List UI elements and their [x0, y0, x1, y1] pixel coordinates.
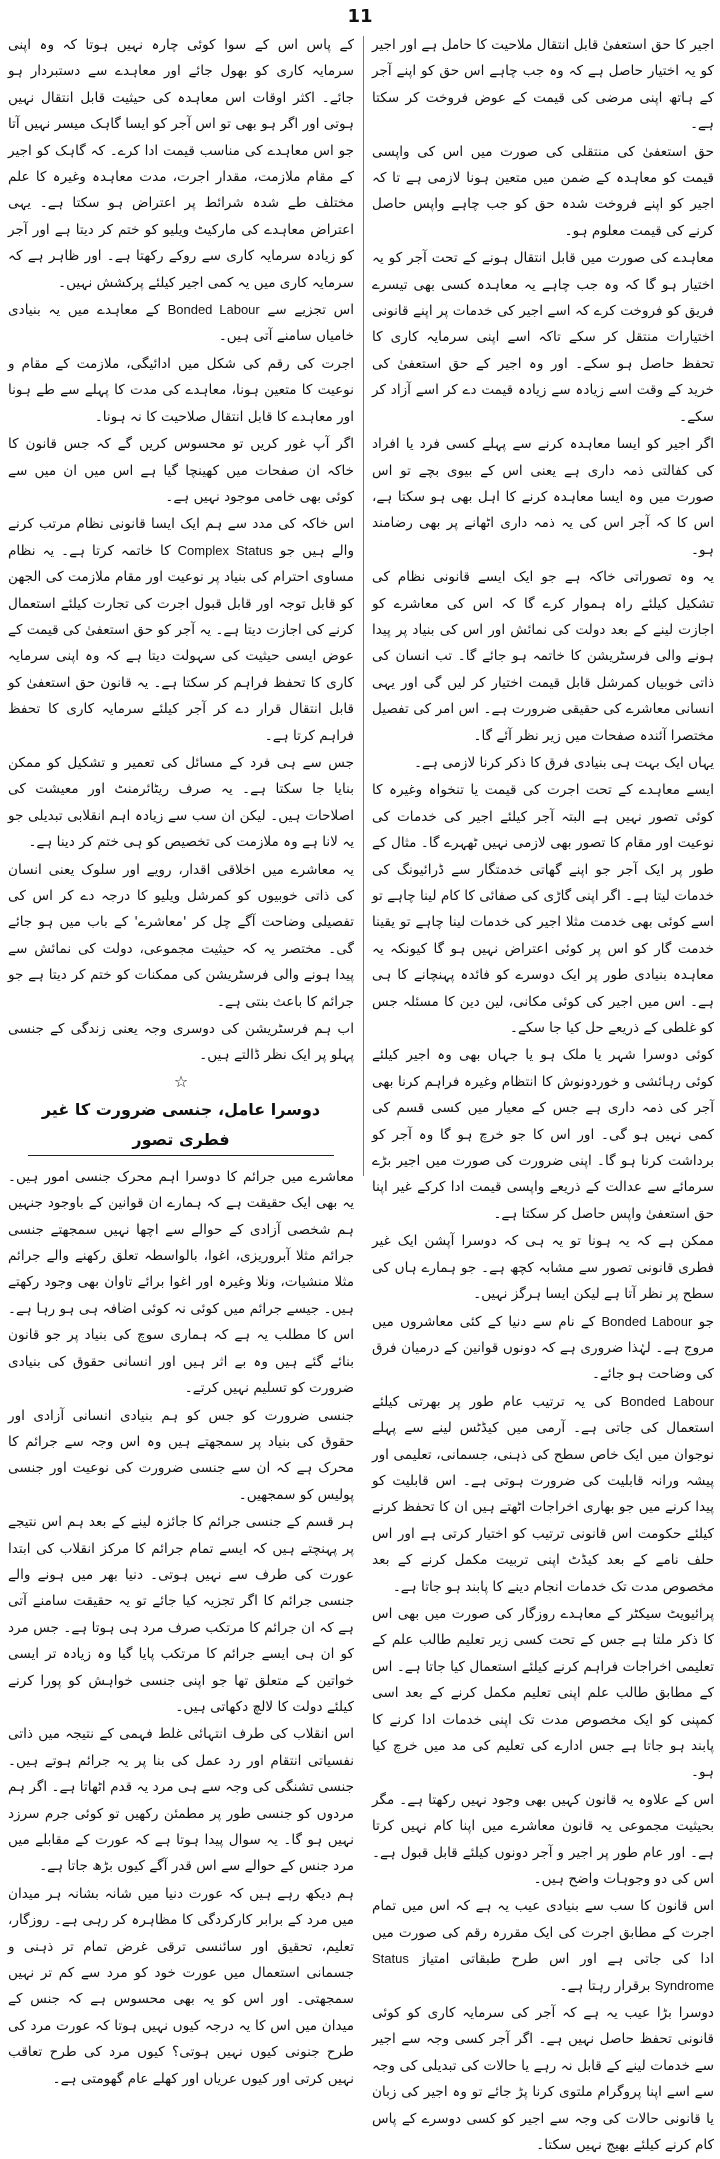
paragraph: یہ وہ تصوراتی خاکہ ہے جو ایک ایسے قانونی نظام کی تشکیل کیلئے راہ ہموار کرے گا کہ اس کی معاشرے کو اجازت لینے کے بعد دولت کی نمائش اور اس کی بنیاد پر پیدا ہونے والی فرسٹریشن کا خاتمہ ہو جائے گا۔ تب انسان کی ذاتی خوبیاں کمرشل قابل قیمت اختیار کر لیں گی اور یہی انسانی معاشرے کی حقیقی ضرورت ہے۔ اس امر کی تفصیل مختصرا آئندہ صفحات میں زیر نظر آئے گا۔	[372, 569, 714, 744]
paragraph-text: جو	[698, 1313, 715, 1330]
paragraph-text: کے معاہدے میں یہ بنیادی خامیاں سامنے آتی ہیں۔	[8, 302, 354, 345]
paragraph: ہر قسم کے جنسی جرائم کا جائزہ لینے کے بعد ہم اس نتیجے پر پہنچتے ہیں کہ ایسے تمام جرائم کا مرکز انقلاب کی ابتدا عورت کی طرف سے نہیں ہوتی۔ دنیا بھر میں ہونے والے جنسی جرائم کا اگر تجزیہ کیا جائے تو یہ حقیقت سامنے آتی ہے کہ ان جرائم کا مرتکب صرف مرد ہی ہوتا ہے۔ جس مرد کو ان ہی ایسے جرائم کا مرتکب پایا گیا وہ زیادہ تر ایسی خواتین کے متعلق تھا جو اپنی جنسی خواہش کو پورا کرنے کیلئے دولت کا لالچ دکھاتی ہیں۔	[8, 1514, 354, 1715]
paragraph: معاہدے کی صورت میں قابل انتقال ہونے کے تحت آجر کو یہ اختیار ہو گا کہ وہ جب چاہے یہ معاہدہ کسی بھی تیسرے فریق کو فروخت کرے کہ اسے اجیر کی خدمات پر اپنے قانونی اختیارات منتقل کر سکے تاکہ اسے اپنی سرمایہ کاری کا تحفظ حاصل ہو سکے۔ اور وہ اجیر کے حق استعفیٰ کی خرید کے وقت اسے زیادہ سے زیادہ قیمت دے کر اسے آزاد کر سکے۔	[372, 250, 714, 425]
paragraph-text: اس قانون کا سب سے بنیادی عیب یہ ہے کہ اس میں تمام اجرت کے مطابق اجرت کی ایک مقررہ رقم کی صورت میں ادا کی جاتی ہے اور اس طرح طبقاتی امتیاز	[372, 1898, 714, 1968]
paragraph: کے پاس اس کے سوا کوئی چارہ نہیں ہوتا کہ وہ اپنی سرمایہ کاری کو بھول جائے اور معاہدے سے دستبردار ہو جائے۔ اکثر اوقات اس معاہدہ کی حیثیت قابل انتقال نہیں ہوتی اور اگر ہو بھی تو اس آجر کو ایسا گاہک میسر نہیں آتا جو اس معاہدے کی مناسب قیمت ادا کرے۔ کہ گاہک کو اجیر کے مقام ملازمت، مقدار اجرت، مدت معاہدہ وغیرہ کا علم مختلف طے شدہ شرائط پر اعتراض ہو سکتا ہے۔ یہی اعتراض معاہدے کی مارکیٹ ویلیو کو ختم کر دیتا ہے اور آجر کو زیادہ سرمایہ کاری سے روکے رکھتا ہے۔ اور ظاہر ہے کہ سرمایہ کاری میں یہ کمی اجیر کیلئے پرکشش نہیں۔	[8, 37, 354, 291]
paragraph: پرائیویٹ سیکٹر کے معاہدے روزگار کی صورت میں بھی اس کا ذکر ملتا ہے جس کے تحت کسی زیر تعلیم طالب علم کے تعلیمی اخراجات فراہم کرنے کیلئے استعمال کیا جاتا ہے۔ اس کے مطابق طالب علم اپنی تعلیم مکمل کرنے کے بعد اسی کمپنی کو ایک مخصوص مدت تک اپنی خدمات ادا کرنے کا پابند ہو جاتا ہے جس ادارے کی تعلیم کی مد میں خرچ کیا ہو۔	[372, 1605, 714, 1781]
paragraph-text: کا خاتمہ کرتا ہے۔ یہ نظام مساوی احترام کی بنیاد پر نوعیت اور مقام ملازمت کی الجھن کو قابل توجہ اور قابل قبول اجرت کی تجارت کیلئے استعمال کرنے کی اجازت دیتا ہے۔ یہ آجر کو حق استعفیٰ کی قیمت کے عوض ایسی حیثیت کی سہولت دیتا ہے کہ وہ اپنی سرمایہ کاری کا تحفظ فراہم کر سکتا ہے۔ یہ قانون حق استعفیٰ کو قابل انتقال قرار دے کر آجر کیلئے سرمایہ کاری کا تحفظ فراہم کرتا ہے۔	[8, 542, 354, 744]
english-term: Bonded Labour	[167, 302, 260, 318]
paragraph: کوئی دوسرا شہر یا ملک ہو یا جہاں بھی وہ اجیر کیلئے کوئی رہائشی و خوردونوش کا انتظام وغیرہ فراہم کرنا بھی آجر کی ذمہ داری ہے جس کے معیار میں کسی قسم کی کمی نہیں ہو گی۔ اور اس کا جو خرچ ہو گا وہ آجر کو برداشت کرنا ہو گا۔ اپنی ضرورت کی صورت میں اجیر بڑے سرمائے سے عدالت کے ذریعے واپسی قیمت ادا کرکے غیر اپنا حق استعفیٰ واپس حاصل کر سکتا ہے۔	[372, 1047, 714, 1222]
english-term: Complex	[177, 542, 229, 558]
paragraph: جنسی ضرورت کو جس کو ہم بنیادی انسانی آزادی اور حقوق کی بنیاد پر سمجھتے ہیں وہ اس وجہ سے جرائم کا محرک ہے کہ ان سے جنسی ضرورت کی نوعیت اور جنسی پولیس کو سمجھیں۔	[8, 1407, 354, 1503]
paragraph: یہاں ایک بہت ہی بنیادی فرق کا ذکر کرنا لازمی ہے۔	[414, 754, 714, 771]
paragraph: اب ہم فرسٹریشن کی دوسری وجہ یعنی زندگی کے جنسی پہلو پر ایک نظر ڈالتے ہیں۔	[8, 1021, 354, 1064]
english-term: Bonded Labour	[601, 1313, 693, 1329]
paragraph: ممکن ہے کہ یہ ہونا تو یہ ہی کہ دوسرا آپشن ایک غیر فطری قانونی تصور سے مشابہ کچھ ہے۔ جو ہمارے ہاں کی سطح پر نظر آتا ہے لیکن ایسا ہرگز نہیں۔	[372, 1233, 714, 1303]
paragraph	[8, 511, 354, 749]
right-column	[372, 32, 715, 2154]
paragraph: جس سے ہی فرد کے مسائل کی تعمیر و تشکیل کو ممکن بنایا جا سکتا ہے۔ یہ صرف ریٹائرمنٹ اور معیشت کی اصلاحات ہیں۔ لیکن ان سب سے زیادہ اہم انقلابی تبدیلی جو یہ لانا ہے وہ ملازمت کی تخصیص کو ہی ختم کر دینا ہے۔	[8, 754, 354, 851]
paragraph-text: اس خاکہ کی مدد سے ہم ایک ایسا قانونی نظام مرتب کرنے والے ہیں جو	[8, 516, 355, 559]
paragraph: ایسے معاہدے کے تحت اجرت کی قیمت یا تنخواہ وغیرہ کا کوئی تصور نہیں ہے البتہ آجر کیلئے اجیر کی خدمات کی نوعیت اور مقام کا تصور بھی لازمی نہیں ٹھہرے گا۔ مثال کے طور پر ایک آجر جو اپنے گھاتی خدمتگار سے ڈرائیونگ کی خدمات لیتا ہے۔ اگر اپنی گاڑی کی صفائی کا کام لینا چاہے تو اسے کوئی بھی خدمت مثلا اجیر کی خدمات لینا چاہے تو یقینا خدمت گار کو اس پر کوئی اعتراض نہیں ہو گا کیونکہ یہ معاہدہ بنیادی طور پر ایک دوسرے کو فائدہ پہنچانے کا ہی ہے۔ اس میں اجیر کی کوئی مکانی، لین دین کا مسئلہ جس کو غلطی کے ذریعے حل کیا جا سکے۔	[372, 782, 714, 1037]
paragraph	[372, 1389, 714, 1600]
paragraph-text: برقرار رہتا ہے۔	[559, 1977, 651, 1994]
paragraph: اس انقلاب کی طرف انتہائی غلط فہمی کے نتیجہ میں ذاتی نفسیاتی انتقام اور رد عمل کی بنا پر یہ جرائم ہوتے ہیں۔ جنسی تشنگی کی وجہ سے ہی مرد یہ قدم اٹھاتا ہے۔ اگر ہم مردوں کو جنسی طور پر مطمئن رکھیں تو کوئی جرم سرزد نہیں ہو گا۔ یہ سوال پیدا ہوتا ہے کہ عورت کے مقابلے میں مرد جنس کے حوالے سے اس قدر آگے کیوں بڑھ جاتا ہے۔	[8, 1726, 354, 1875]
english-term: Status Syndrome	[372, 1951, 714, 1993]
column-divider	[363, 36, 364, 1176]
section-heading: دوسرا عامل، جنسی ضرورت کا غیر فطری تصور	[28, 1095, 334, 1156]
paragraph: اس کے علاوہ یہ قانون کہیں بھی وجود نہیں رکھتا ہے۔ مگر بحیثیت مجموعی یہ قانون معاشرے میں اپنا کام نہیں کرتا ہے۔ اور عام طور پر اجیر و آجر دونوں کیلئے قابل قبول ہے۔ اس کی دو وجوہات واضح ہیں۔	[372, 1791, 714, 1888]
paragraph	[8, 297, 354, 350]
paragraph-text: اس تجزیے سے	[267, 302, 354, 319]
paragraph: یہ معاشرے میں اخلاقی اقدار، رویے اور سلوک یعنی انسان کی ذاتی خوبیوں کو کمرشل ویلیو کا درجہ دے کر اس کی تفصیلی وضاحت آگے چل کر 'معاشرے' کے باب میں ہو جائے گی۔ مختصر یہ کہ حیثیت مجموعی، دولت کی نمائش سے پیدا ہونے والی فرسٹریشن کی ممکنات کو ختم کر دیتا ہے جو جرائم کا باعث بنتی ہے۔	[8, 861, 354, 1010]
paragraph: حق استعفیٰ کی منتقلی کی صورت میں اس کی واپسی قیمت کو معاہدہ کے ضمن میں متعین ہونا لازمی ہے تا کہ اجیر کو اپنے فروخت شدہ حق کو جب چاہے واپس حاصل کرنے کی قیمت معلوم ہو۔	[372, 143, 714, 239]
paragraph: اجیر کا حق استعفیٰ قابل انتقال ملاحیت کا حامل ہے اور اجیر کو یہ اختیار حاصل ہے کہ وہ جب چاہے اس حق کو اپنے آجر کے ہاتھ اپنی مرضی کی قیمت کے عوض فروخت کر سکتا ہے۔	[372, 37, 714, 133]
paragraph: اگر آپ غور کریں تو محسوس کریں گے کہ جس قانون کا خاکہ ان صفحات میں کھینچا گیا ہے اس میں ان میں سے کوئی بھی خامی موجود نہیں ہے۔	[8, 436, 354, 505]
star-separator: ☆	[173, 1071, 189, 1091]
paragraph: دوسرا بڑا عیب یہ ہے کہ آجر کی سرمایہ کاری کو کوئی قانونی تحفظ حاصل نہیں ہے۔ اگر آجر کسی وجہ سے اجیر سے خدمات لینے کے قابل نہ رہے یا حالات کی تبدیلی کی وجہ سے اسے اپنا پروگرام ملتوی کرنا پڑ جائے تو وہ اجیر کی زبان یا قانونی حالات کی وجہ سے اجیر کو کسی دوسرے کے پاس کام کرنے کیلئے بھیج نہیں سکتا۔	[372, 2005, 714, 2154]
paragraph: اگر اجیر کو ایسا معاہدہ کرنے سے پہلے کسی فرد یا افراد کی کفالتی ذمہ داری ہے یعنی اس کے بیوی بچے تو اس صورت میں وہ ایسا معاہدہ کرنے کا اہل بھی ہو سکتا ہے، اس کا کہ آجر اس کی یہ ذمہ داری اٹھانے پر بھی رضامند ہو۔	[372, 436, 714, 558]
english-term: Bonded Labour	[620, 1393, 714, 1409]
paragraph: اجرت کی رقم کی شکل میں ادائیگی، ملازمت کے مقام و نوعیت کا متعین ہونا، معاہدے کی مدت کا پہلے سے طے ہونا اور معاہدے کا قابل انتقال صلاحیت کا نہ ہونا۔	[8, 355, 354, 425]
english-term: Status	[235, 542, 273, 558]
page-number: 11	[347, 6, 373, 27]
left-column	[8, 32, 355, 2087]
paragraph: معاشرے میں جرائم کا دوسرا اہم محرک جنسی امور ہیں۔ یہ بھی ایک حقیقت ہے کہ ہمارے ان قوانین کے باوجود جنہیں ہم شخصی آزادی کے حوالے سے اچھا نہیں سمجھتے جنسی جرائم مثلا آبروریزی، اغوا، بالواسطہ تعلق رکھنے والے جرائم مثلا منشیات، ونلا وغیرہ اور اغوا برائے تاوان بھی وجود رکھتے ہیں۔ جیسے جرائم میں کوئی نہ کوئی اضافہ ہی ہو رہا ہے۔ اس کا مطلب یہ ہے کہ ہماری سوچ کی بنیاد پر جو قانون بنائے گئے ہیں وہ بے اثر ہیں اور انسانی حقوق کی بنیادی ضرورت کو تسلیم نہیں کرتے۔	[8, 1168, 354, 1397]
paragraph: ہم دیکھ رہے ہیں کہ عورت دنیا میں شانہ بشانہ ہر میدان میں مرد کے برابر کارکردگی کا مظاہرہ کر رہی ہے۔ روزگار، تعلیم، تحقیق اور سائنسی ترقی غرض تمام تر ذہنی و جسمانی استعمال میں عورت خود کو مرد سے کم تر نہیں سمجھتی۔ اور اس کو یہ بھی محسوس ہے کہ جنس کے میدان میں اس کا یہ درجہ کیوں نہیں ہوتا کہ عورت مرد کی طرح جنونی کیوں نہیں ہوتی؟ کیوں مرد کی طرح تعاقب نہیں کرتی اور کیوں عریاں اور کھلے عام گھومتی ہے۔	[8, 1885, 354, 2087]
paragraph	[372, 1893, 714, 1999]
paragraph-text: کی یہ ترتیب عام طور پر بھرتی کیلئے استعمال کی جاتی ہے۔ آرمی میں کیڈٹس لینے سے پہلے نوجوان میں ایک خاص سطح کی ذہنی، جسمانی، تعلیمی اور پیشہ ورانہ قابلیت کی ضرورت ہوتی ہے۔ اس قابلیت کو پیدا کرنے میں جو بھاری اخراجات اٹھتے ہیں ان کا تحفظ کرنے کیلئے حکومت اس قانونی ترتیب کو اختیار کرتی ہے اور اس حلف نامے کے بعد کیڈٹ اپنی تربیت مکمل کرنے کے بعد مخصوص مدت تک خدمات انجام دینے کا پابند ہو جاتا ہے۔	[372, 1393, 714, 1595]
paragraph	[372, 1309, 714, 1388]
paragraph-text: کے نام سے دنیا کے کئی معاشروں میں مروج ہے۔ لہٰذا ضروری ہے کہ دونوں قوانین کے درمیان فرق کی وضاحت ہو جائے۔	[372, 1313, 714, 1383]
